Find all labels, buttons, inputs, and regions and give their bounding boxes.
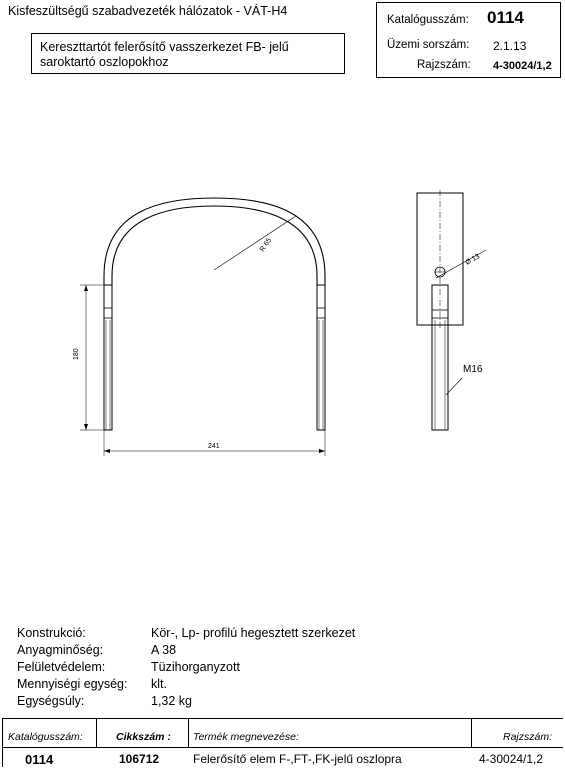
spec-row-construction — [17, 626, 437, 643]
svg-text:241: 241 — [208, 443, 220, 450]
technical-drawing — [0, 180, 565, 470]
spec-value: Kör-, Lp- profilú hegesztett szerkezet — [151, 626, 356, 640]
spec-value: Tüzihorganyzott — [151, 660, 240, 674]
drawing-number-label: Rajzszám: — [417, 59, 471, 71]
footer-header-item: Cikkszám : — [116, 731, 171, 743]
footer-catalog-value: 0114 — [25, 752, 54, 767]
footer-table — [2, 718, 563, 767]
spec-row-material — [17, 643, 437, 660]
catalog-number-row — [387, 8, 554, 30]
footer-header-drawing: Rajzszám: — [503, 731, 553, 743]
left-leg — [104, 285, 112, 430]
series-title: Kisfeszültségű szabadvezeték hálózatok - VÁT-H4 — [8, 4, 288, 18]
footer-drawing-value: 4-30024/1,2 — [479, 752, 544, 766]
u-bolt-outer — [104, 198, 325, 285]
footer-header-product: Termék megnevezése: — [193, 731, 299, 743]
radius-dimension: R 65 — [258, 237, 274, 254]
catalog-info-box — [376, 2, 561, 78]
u-bolt-inner — [112, 206, 317, 285]
spec-row-weight — [17, 694, 437, 711]
spec-row-unit — [17, 677, 437, 694]
spec-key: Egységsúly: — [17, 694, 85, 708]
footer-product-value: Felerősítő elem F-,FT-,FK-jelű oszlopra — [193, 752, 402, 766]
spec-key: Mennyiségi egység: — [17, 677, 128, 691]
thread-label: M16 — [463, 364, 483, 375]
spec-key: Konstrukció: — [17, 626, 86, 640]
spec-value: klt. — [151, 677, 167, 691]
spec-key: Anyagminőség: — [17, 643, 104, 657]
hole-diameter-dimension: Ø 13 — [464, 253, 482, 267]
footer-item-value: 106712 — [119, 752, 160, 766]
serial-number-value: 2.1.13 — [493, 39, 527, 53]
spec-value: 1,32 kg — [151, 694, 193, 708]
serial-number-row — [387, 39, 554, 55]
side-view — [417, 190, 486, 430]
specifications — [17, 626, 437, 711]
svg-text:180: 180 — [73, 348, 80, 360]
product-description-line-1: Kereszttartót felerősítő vasszerkezet FB- jelű — [40, 40, 289, 54]
drawing-number-value: 4-30024/1,2 — [493, 60, 552, 72]
product-description-box — [31, 33, 345, 74]
catalog-number-label: Katalógusszám: — [387, 14, 469, 26]
leg-height-dimension — [73, 285, 104, 430]
spec-row-surface — [17, 660, 437, 677]
width-dimension — [104, 430, 325, 456]
spec-key: Felületvédelem: — [17, 660, 106, 674]
right-leg — [317, 285, 325, 430]
product-description-line-2: saroktartó oszlopokhoz — [40, 55, 169, 69]
spec-value: A 38 — [151, 643, 177, 657]
catalog-number-value: 0114 — [487, 8, 524, 27]
serial-number-label: Üzemi sorszám: — [387, 39, 470, 51]
footer-header-catalog: Katalógusszám: — [8, 731, 83, 743]
radius-leader — [214, 216, 296, 270]
drawing-number-row — [387, 59, 554, 75]
